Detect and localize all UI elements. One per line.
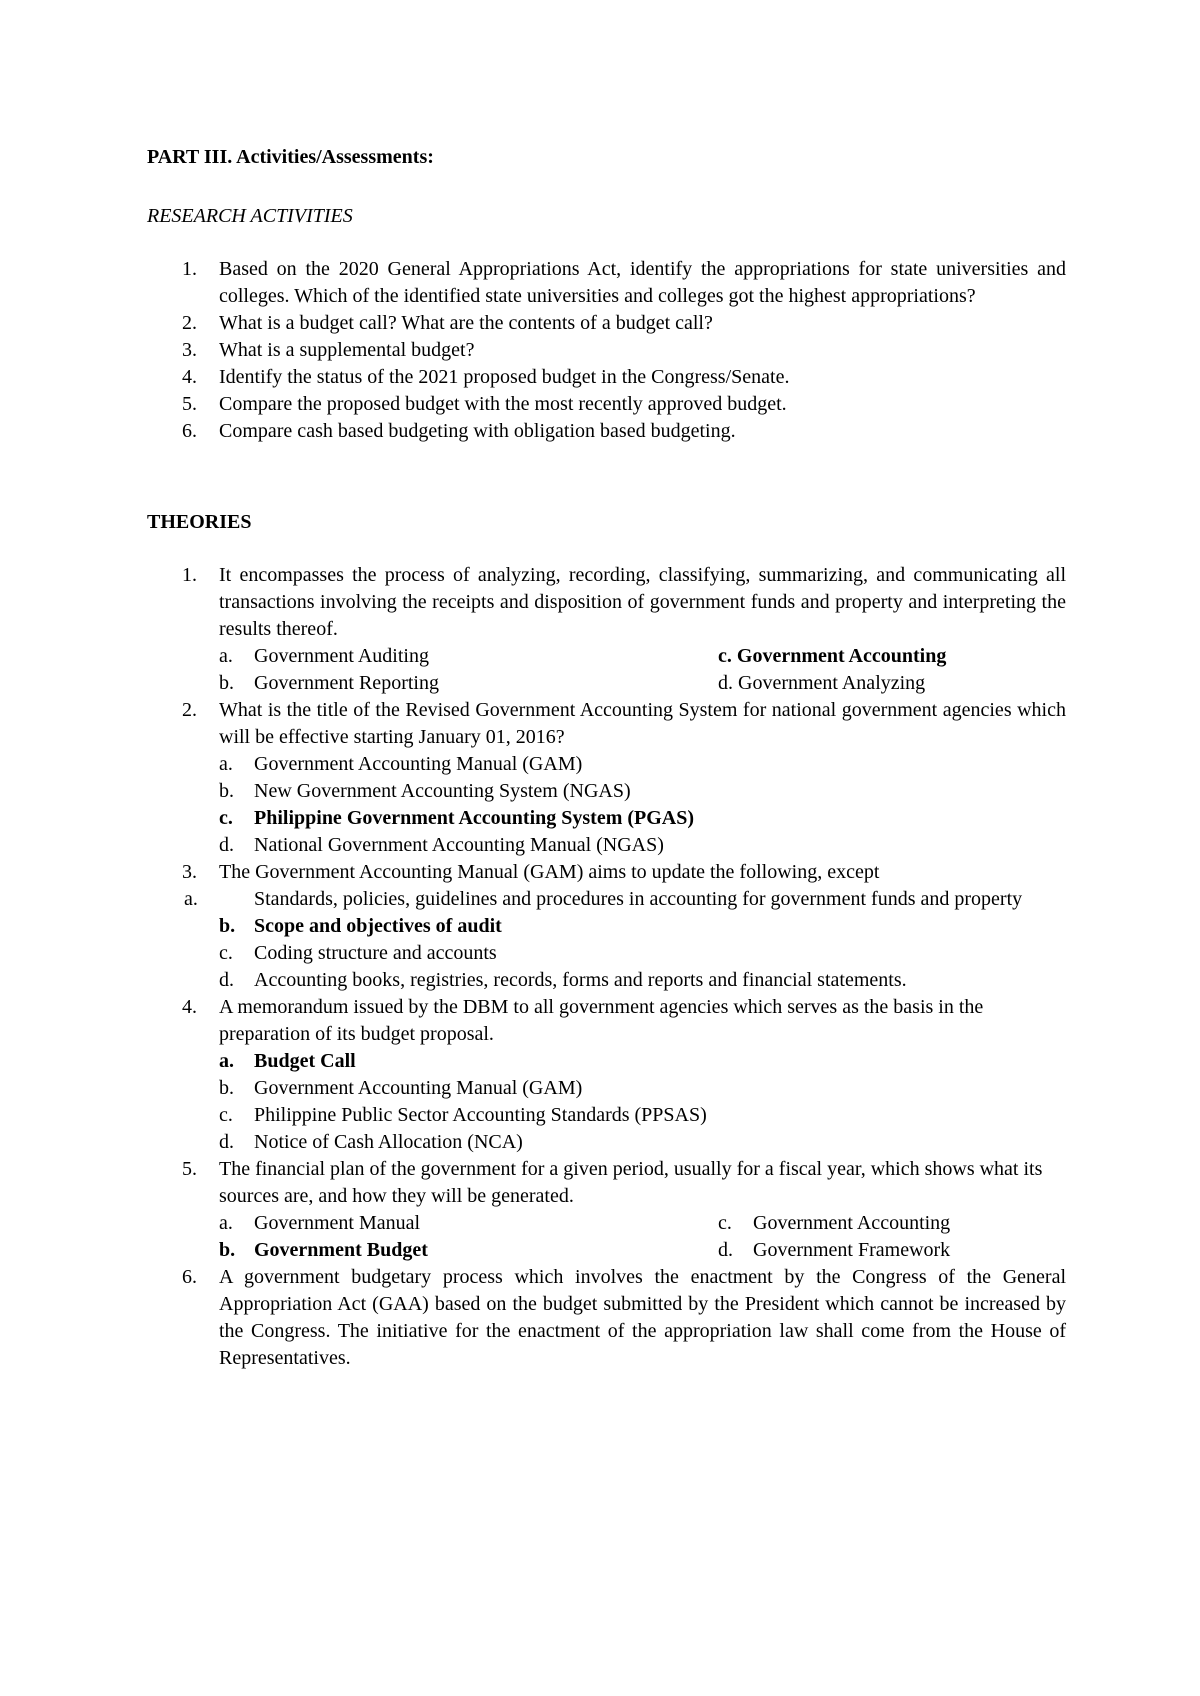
option-a: a. Standards, policies, guidelines and procedures in accounting for government funds and property <box>184 888 1023 910</box>
options-row <box>219 1237 1066 1264</box>
question-item <box>0 1264 1066 1372</box>
item-number: 1. <box>182 258 197 280</box>
options-list <box>0 751 1066 859</box>
option-d: d. National Government Accounting Manual (NGAS) <box>219 834 664 856</box>
question-number: 1. <box>182 564 197 586</box>
question-number: 5. <box>182 1158 197 1180</box>
question-text: A memorandum issued by the DBM to all government agencies which serves as the basis in the preparation of its budget proposal. <box>219 996 984 1045</box>
item-number: 4. <box>182 366 197 388</box>
item-text: Compare the proposed budget with the most recently approved budget. <box>219 393 787 415</box>
options-list <box>0 1048 1066 1156</box>
theories-question-list <box>0 562 1066 1372</box>
option-c-correct: c. Philippine Government Accounting System (PGAS) <box>219 807 695 829</box>
option-a: a. Government Accounting Manual (GAM) <box>219 753 583 775</box>
option-a: a. Government Manual <box>219 1212 421 1234</box>
option-b: b. Government Reporting <box>219 672 439 694</box>
question-number: 4. <box>182 996 197 1018</box>
option-b: b. New Government Accounting System (NGAS) <box>219 780 631 802</box>
question-item <box>0 1156 1066 1264</box>
question-number: 3. <box>182 861 197 883</box>
options-row <box>219 670 1066 697</box>
question-item <box>0 562 1066 697</box>
options-row <box>219 643 1066 670</box>
option-b-correct: b. Government Budget <box>219 1239 428 1261</box>
question-item <box>0 697 1066 859</box>
list-item <box>0 418 1066 445</box>
option-c: c. Philippine Public Sector Accounting Standards (PPSAS) <box>219 1104 707 1126</box>
item-number: 3. <box>182 339 197 361</box>
research-activities-list <box>0 256 1066 445</box>
list-item <box>0 337 1066 364</box>
question-text: It encompasses the process of analyzing, recording, classifying, summarizing, and communicating all transactions involving the receipts and disposition of government funds and property and interpreting the results thereof. <box>219 564 1066 640</box>
theories-heading: THEORIES <box>147 511 252 533</box>
question-number: 6. <box>182 1266 197 1288</box>
question-text: The Government Accounting Manual (GAM) aims to update the following, except <box>219 861 880 883</box>
option-a-correct: a. Budget Call <box>219 1050 356 1072</box>
question-item <box>0 994 1066 1156</box>
question-text: What is the title of the Revised Government Accounting System for national government agencies which will be effective starting January 01, 2016? <box>219 699 1066 748</box>
option-b-correct: b. Scope and objectives of audit <box>219 915 502 937</box>
list-item <box>0 256 1066 310</box>
list-item <box>0 310 1066 337</box>
option-c-correct: c. Government Accounting <box>718 645 947 667</box>
question-text: A government budgetary process which involves the enactment by the Congress of the General Appropriation Act (GAA) based on the budget submitted by the President which cannot be increased by the Congress. The initiative for the enactment of the appropriation law shall come from the House of Representatives. <box>219 1266 1066 1369</box>
options-row <box>219 1210 1066 1237</box>
option-c: c. Coding structure and accounts <box>219 942 497 964</box>
question-text: The financial plan of the government for a given period, usually for a fiscal year, which shows what its sources are, and how they will be generated. <box>219 1158 1043 1207</box>
option-c: c. Government Accounting <box>718 1212 951 1234</box>
option-d: d. Government Analyzing <box>718 672 926 694</box>
option-b: b. Government Accounting Manual (GAM) <box>219 1077 583 1099</box>
option-d: d. Notice of Cash Allocation (NCA) <box>219 1131 523 1153</box>
item-number: 2. <box>182 312 197 334</box>
item-text: Identify the status of the 2021 proposed budget in the Congress/Senate. <box>219 366 790 388</box>
part-title: PART III. Activities/Assessments: <box>147 146 434 168</box>
item-text: What is a budget call? What are the contents of a budget call? <box>219 312 713 334</box>
list-item <box>0 364 1066 391</box>
item-number: 5. <box>182 393 197 415</box>
option-d: d. Government Framework <box>718 1239 951 1261</box>
item-text: What is a supplemental budget? <box>219 339 475 361</box>
options-list <box>0 886 1066 994</box>
item-text: Compare cash based budgeting with obligation based budgeting. <box>219 420 736 442</box>
list-item <box>0 391 1066 418</box>
question-item <box>0 859 1066 994</box>
option-a: a. Government Auditing <box>219 645 429 667</box>
research-activities-heading: RESEARCH ACTIVITIES <box>147 205 353 227</box>
question-number: 2. <box>182 699 197 721</box>
option-d: d. Accounting books, registries, records, forms and reports and financial statements. <box>219 969 907 991</box>
item-number: 6. <box>182 420 197 442</box>
item-text: Based on the 2020 General Appropriations Act, identify the appropriations for state universities and colleges. Which of the identified state universities and colleges got the highest appropriations? <box>219 258 1066 307</box>
